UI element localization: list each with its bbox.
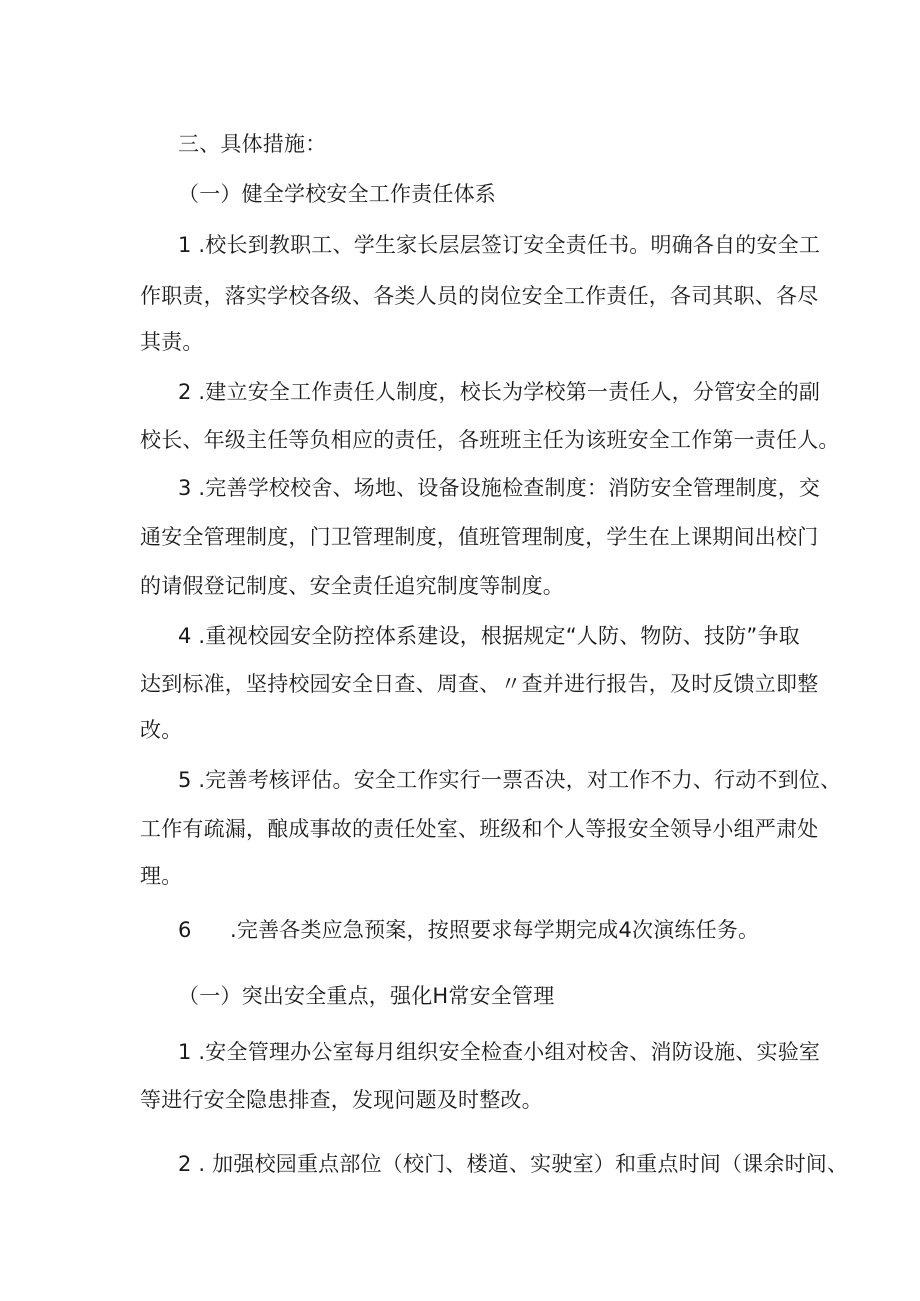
paragraph-line: 1 .安全管理办公室每月组织安全检查小组对校舍、消防设施、实验室 [178,1040,821,1064]
paragraph-line: .完善各类应急预案，按照要求每学期完成4次演练任务。 [230,918,760,942]
paragraph-line: 作职责，落实学校各级、各类人员的岗位安全工作责任，各司其职、各尽 [140,284,819,308]
paragraph-line: 2 .建立安全工作责任人制度，校长为学校第一责任人，分管安全的副 [178,380,821,404]
paragraph-line: 理。 [140,864,183,888]
paragraph-line: 4 .重视校园安全防控体系建设，根据规定“人防、物防、技防”争取 [178,624,800,648]
paragraph-line: 1 .校长到教职工、学生家长层层签订安全责任书。明确各自的安全工 [178,233,821,257]
paragraph-line: 通安全管理制度，门卫管理制度，值班管理制度，学生在上课期间出校门 [140,525,819,549]
paragraph-line: 的请假登记制度、安全责任追究制度等制度。 [140,574,564,598]
paragraph-line: 2 . 加强校园重点部位（校门、楼道、实驶室）和重点时间（课余时间、 [178,1152,849,1176]
paragraph-line: 其责。 [140,330,204,354]
paragraph-line: 工作有疏漏，酿成事故的责任处室、班级和个人等报安全领导小组严肃处 [140,817,819,841]
paragraph-line: 改。 [140,718,183,742]
subsection-heading: （一）健全学校安全工作责任体系 [178,182,496,206]
item-number: 6 [178,918,192,942]
section-heading: 三、具体措施： [178,132,327,156]
paragraph-line: 3 .完善学校校舍、场地、设备设施检查制度：消防安全管理制度，交 [178,476,821,500]
paragraph-line: 达到标准，坚持校园安全日查、周查、〃查并进行报告，及时反馈立即整 [140,672,819,696]
paragraph-line: 校长、年级主任等负相应的责任，各班班主任为该班安全工作第一责任人。 [140,428,840,452]
subsection-heading: （一）突出安全重点，强化H常安全管理 [178,984,555,1008]
paragraph-line: 等进行安全隐患排查，发现问题及时整改。 [140,1088,543,1112]
paragraph-line: 5 .完善考核评估。安全工作实行一票否决，对工作不力、行动不到位、 [178,768,842,792]
